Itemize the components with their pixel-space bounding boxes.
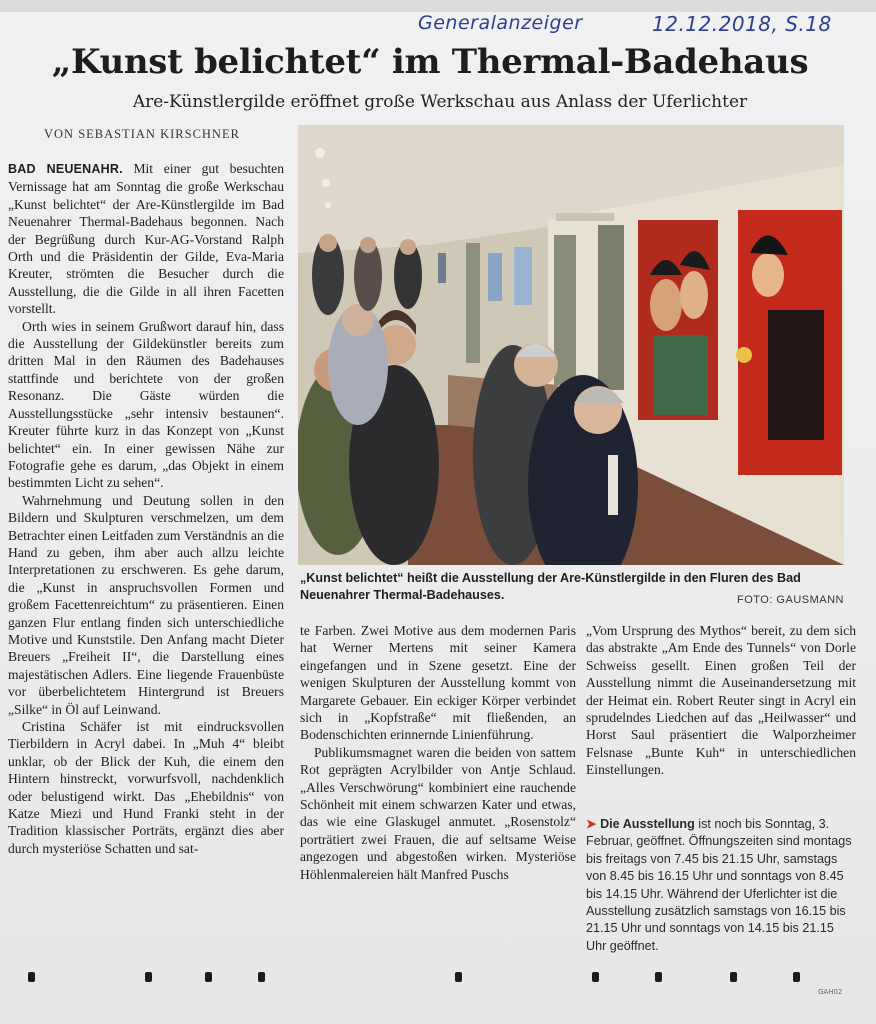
- handwritten-date: 12.12.2018, S.18: [652, 12, 832, 36]
- handwritten-source: Generalanzeiger: [418, 12, 583, 34]
- byline: VON SEBASTIAN KIRSCHNER: [44, 127, 240, 141]
- article-column-3: [586, 622, 856, 779]
- binder-hole: [793, 972, 800, 982]
- info-text: ist noch bis Sonntag, 3. Februar, geöffnet. Öffnungszeiten sind montags bis freitags von 7.45 bis 21.15 Uhr, samstags von 8.45 bis 16.15 Uhr und sonntags von 8.45 bis 14.15 Uhr. Während der Uferlichter ist die Ausstellung zusätzlich samstags von 16.15 bis 21.15 Uhr und sonntags von 14.15 bis 21.15 Uhr geöffnet.: [586, 817, 852, 953]
- paragraph-3: Wahrnehmung und Deutung sollen in den Bildern und Skulpturen verschmelzen, um dem Betrachter einen Leitfaden zum Verständnis an die Hand zu geben, ihm aber auch allzu leichte Interpretationen zu erschweren. Es gehe darum, die „Kunst in anspruchsvollen Formen und großem Facettenreichtum“ zu präsentieren. Einen ganzen Flur entlang finden sich unterschiedliche Motive und Kunststile. Den Anfang macht Dieter Breuers „Freiheit II“, die Darstellung eines majestätischen Adlers. Eine liegende Frauenbüste vor überbelichtetem Hintergrund ist Breuers „Silke“ in Öl auf Leinwand.: [8, 492, 284, 717]
- photo-illustration: [298, 125, 844, 565]
- arrow-icon: ➤: [586, 817, 597, 831]
- binder-hole: [592, 972, 599, 982]
- paragraph-7: „Vom Ursprung des Mythos“ bereit, zu dem sich das abstrakte „Am Ende des Tunnels“ von Dorle Schweiss gesellt. Einen großen Teil der Ausstellung nimmt die Auseinandersetzung mit der Heimat ein. Robert Reuter singt in Acryl ein sprudelndes Liedchen auf das „Heilwasser“ und Horst Saul präsentiert die Walporzheimer Felsnase „Bunte Kuh“ in unterschiedlichen Einstellungen.: [586, 623, 856, 778]
- subheadline: Are-Künstlergilde eröffnet große Werkschau aus Anlass der Uferlichter: [132, 92, 748, 112]
- paragraph-1: [8, 160, 284, 318]
- paragraph-5: te Farben. Zwei Motive aus dem modernen Paris hat Werner Mertens mit seiner Kamera eingefangen und in Szene gesetzt. Eine der wenigen Skulpturen der Ausstellung kommt von Margarete Gebauer. Ein eckiger Körper verbindet sich in „Kopfstraße“ mit fließenden, an Bodenschichten erinnernde Linienführung.: [300, 623, 576, 743]
- binder-holes: [0, 972, 876, 992]
- binder-hole: [205, 972, 212, 982]
- photo-caption: „Kunst belichtet“ heißt die Ausstellung der Are-Künstlergilde in den Fluren des Bad Neuenahrer Thermal-Badehauses.: [300, 571, 801, 602]
- footer-tag: GAH02: [818, 988, 843, 996]
- headline: „Kunst belichtet“ im Thermal-Badehaus: [51, 42, 809, 82]
- binder-hole: [28, 972, 35, 982]
- paragraph-1-text: Mit einer gut besuchten Vernissage hat am Sonntag die große Werkschau „Kunst belichtet“ der Are-Künstlergilde im Bad Neuenahrer Thermal-Badehaus begonnen. Nach der Begrüßung durch Kur-AG-Vorstand Ralph Orth und die Präsidentin der Gilde, Eva-Maria Kreuter, strömten die Besucher durch die Ausstellung, die die Gilde in all ihren Facetten vorstellt.: [8, 161, 285, 317]
- exhibition-photo: [298, 125, 844, 565]
- dateline: BAD NEUENAHR.: [8, 162, 123, 176]
- binder-hole: [455, 972, 462, 982]
- exhibition-info-box: [586, 816, 854, 955]
- binder-hole: [655, 972, 662, 982]
- paragraph-2: Orth wies in seinem Grußwort darauf hin, dass die Ausstellung der Gildekünstler bereits zum dritten Mal in den Räumen des Badehauses stattfinde und berichtete von der großen Resonanz. Die Gäste würden die Ausstellungsstücke „sehr intensiv bestaunen“. Kreuter führte kurz in das Konzept von „Kunst belichtet“ ein. In einer gewissen Nähe zur Fotografie gehe es darum, „das Objekt in einem bestimmten Licht zu sehen“.: [8, 318, 284, 491]
- binder-hole: [145, 972, 152, 982]
- photo-credit: FOTO: GAUSMANN: [736, 594, 844, 606]
- article-column-1: [8, 160, 284, 857]
- article-column-2: [300, 622, 576, 883]
- paragraph-4: Cristina Schäfer ist mit eindrucksvollen Tierbildern in Acryl dabei. In „Muh 4“ bleibt unklar, ob der Blick der Kuh, die einem den Hintern hinstreckt, vorwurfsvoll, nachdenklich oder belustigend wirkt. Das „Ehebildnis“ von Katze Miezi und Hund Franki steht in der Tradition klassischer Porträts, ergänzt dies aber durch mysteriöse Schatten und sat-: [8, 719, 284, 856]
- binder-hole: [258, 972, 265, 982]
- binder-hole: [730, 972, 737, 982]
- info-lead: Die Ausstellung: [600, 817, 695, 831]
- paragraph-6: Publikumsmagnet waren die beiden von sattem Rot geprägten Acrylbilder von Antje Schlaud. „Alles Verschwörung“ kombiniert eine rauchende Schönheit mit einem schwarzen Kater und etwas, das wie eine Glaskugel anmutet. „Rosenstolz“ porträtiert zwei Frauen, die auf seltsame Weise angezogen und abgestoßen wirken. Mysteriöse Höhlenmalereien hält Manfred Puschs: [300, 744, 576, 882]
- previous-page-strip: [0, 0, 876, 12]
